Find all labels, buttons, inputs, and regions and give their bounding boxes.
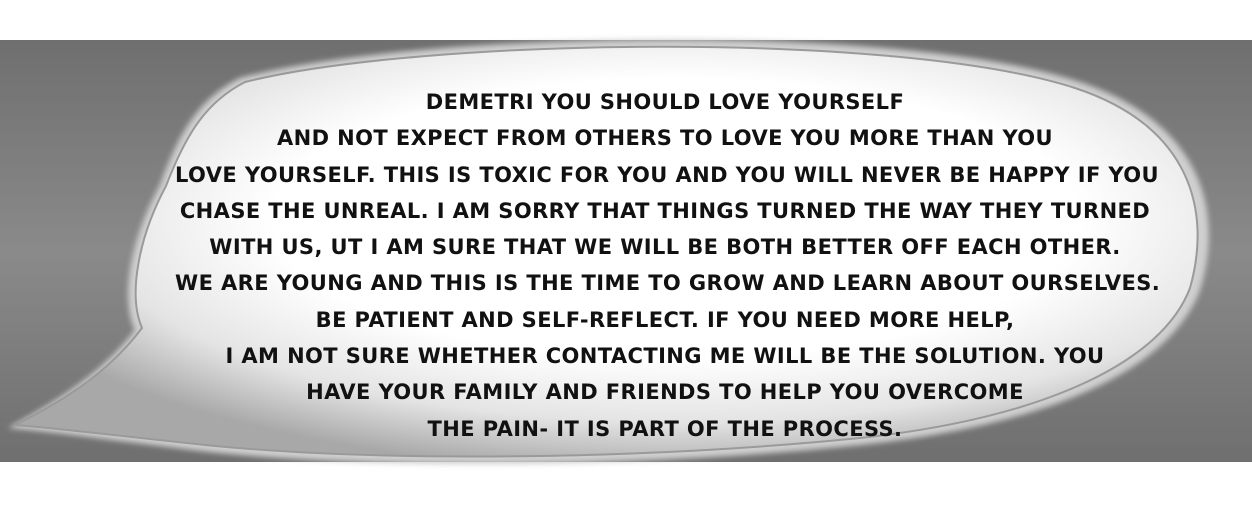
bubble-line: HAVE YOUR FAMILY AND FRIENDS TO HELP YOU OVERCOME bbox=[306, 380, 1024, 405]
bubble-line: BE PATIENT AND SELF-REFLECT. IF YOU NEED MORE HELP, bbox=[315, 307, 1015, 332]
speech-bubble-text bbox=[175, 84, 1161, 447]
bubble-line: LOVE YOURSELF. THIS IS TOXIC FOR YOU AND YOU WILL NEVER BE HAPPY IF YOU bbox=[175, 162, 1159, 187]
bubble-line: AND NOT EXPECT FROM OTHERS TO LOVE YOU MORE THAN YOU bbox=[277, 126, 1053, 151]
bubble-line: WITH US, UT I AM SURE THAT WE WILL BE BOTH BETTER OFF EACH OTHER. bbox=[209, 235, 1121, 260]
bubble-line: WE ARE YOUNG AND THIS IS THE TIME TO GROW AND LEARN ABOUT OURSELVES. bbox=[175, 271, 1161, 296]
bubble-line: CHASE THE UNREAL. I AM SORRY THAT THINGS TURNED THE WAY THEY TURNED bbox=[179, 198, 1151, 223]
bubble-line: I AM NOT SURE WHETHER CONTACTING ME WILL BE THE SOLUTION. YOU bbox=[225, 344, 1105, 369]
bubble-line: DEMETRI YOU SHOULD LOVE YOURSELF bbox=[425, 90, 905, 114]
bubble-line: THE PAIN- IT IS PART OF THE PROCESS. bbox=[427, 416, 903, 441]
bottom-white-margin bbox=[0, 462, 1252, 507]
top-white-margin bbox=[0, 0, 1252, 40]
